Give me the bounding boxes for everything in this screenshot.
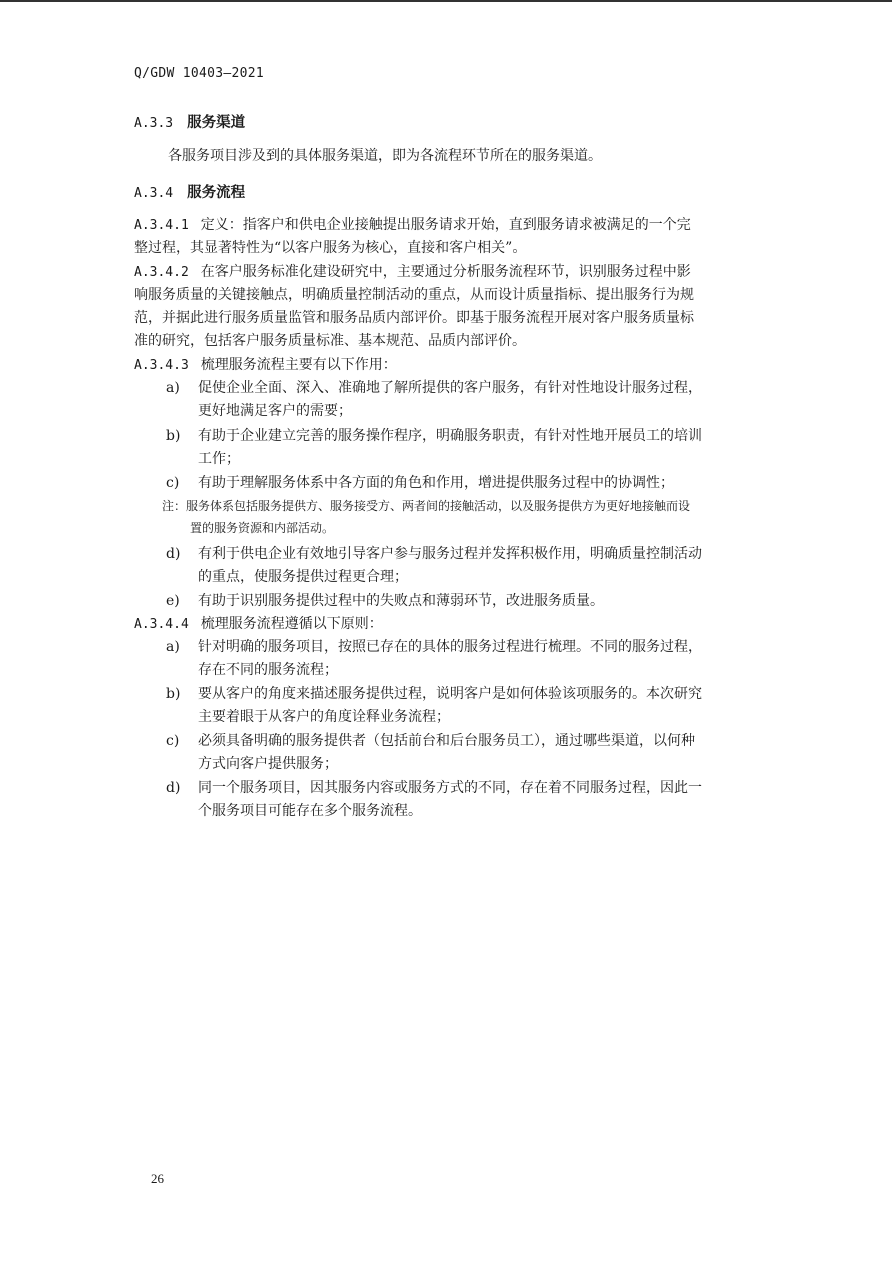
list-item-text: 方式向客户提供服务；: [198, 756, 338, 772]
section-number: A.3.4: [134, 186, 174, 201]
section-title: 服务渠道: [187, 115, 246, 131]
clause-text: 在客户服务标准化建设研究中，主要通过分析服务流程环节，识别服务过程中影: [200, 264, 691, 280]
list-item-text: 同一个服务项目，因其服务内容或服务方式的不同，存在着不同服务过程，因此一: [198, 780, 702, 796]
list-item-text: 更好地满足客户的需要；: [198, 403, 352, 419]
list-item-letter: c): [166, 475, 180, 491]
list-item-letter: b): [166, 428, 181, 444]
clause-text: 梳理服务流程主要有以下作用：: [200, 357, 397, 373]
clause-number: A.3.4.2: [134, 265, 189, 280]
list-item-text: 必须具备明确的服务提供者（包括前台和后台服务员工），通过哪些渠道，以何种: [198, 733, 695, 749]
list-item-text: 的重点，使服务提供过程更合理；: [198, 569, 408, 585]
section-title: 服务流程: [187, 185, 246, 201]
clause-a3342-line2: 响服务质量的关键接触点，明确质量控制活动的重点，从而设计质量指标、提出服务行为规: [134, 287, 694, 303]
clause-number: A.3.4.3: [134, 358, 189, 373]
clause-a3341-line1: [134, 214, 691, 237]
note: [162, 495, 690, 517]
list-item-text: 主要着眼于从客户的角度诠释业务流程；: [198, 709, 450, 725]
clause-text: 定义：指客户和供电企业接触提出服务请求开始，直到服务请求被满足的一个完: [200, 217, 691, 233]
clause-a3341-line2: 整过程，其显著特性为“以客户服务为核心，直接和客户相关”。: [134, 240, 527, 256]
section-heading-a334: [134, 181, 245, 202]
list-item-letter: c): [166, 733, 180, 749]
clause-a3342-line1: [134, 261, 691, 284]
clause-a3344-intro: [134, 613, 383, 636]
list-item-text: 有助于理解服务体系中各方面的角色和作用，增进提供服务过程中的协调性；: [198, 475, 674, 491]
list-item-text: 个服务项目可能存在多个服务流程。: [198, 803, 422, 819]
list-item-letter: d): [166, 546, 181, 562]
list-item-text: 促使企业全面、深入、准确地了解所提供的客户服务，有针对性地设计服务过程，: [198, 380, 702, 396]
clause-a3343-intro: [134, 354, 397, 377]
list-item-text: 针对明确的服务项目，按照已存在的具体的服务过程进行梳理。不同的服务过程，: [198, 639, 702, 655]
list-item-text: 工作；: [198, 451, 240, 467]
list-item-text: 有助于识别服务提供过程中的失败点和薄弱环节，改进服务质量。: [198, 593, 604, 609]
clause-number: A.3.4.4: [134, 617, 189, 632]
list-item-text: 有助于企业建立完善的服务操作程序，明确服务职责，有针对性地开展员工的培训: [198, 428, 702, 444]
list-item-letter: a): [166, 380, 180, 396]
note-label: 注：: [162, 499, 187, 513]
section-heading-a333: [134, 111, 245, 132]
document-id: Q/GDW 10403—2021: [134, 66, 265, 81]
page-number: 26: [151, 1171, 164, 1186]
clause-number: A.3.4.1: [134, 218, 189, 233]
clause-a3342-line4: 准的研究，包括客户服务质量标准、基本规范、品质内部评价。: [134, 333, 526, 349]
clause-text: 梳理服务流程遵循以下原则：: [200, 616, 383, 632]
list-item-letter: b): [166, 686, 181, 702]
top-border-line: [0, 0, 892, 2]
note-text: 服务体系包括服务提供方、服务接受方、两者间的接触活动，以及服务提供方为更好地接触而设: [186, 499, 691, 513]
list-item-letter: e): [166, 593, 180, 609]
list-item-text: 要从客户的角度来描述服务提供过程，说明客户是如何体验该项服务的。本次研究: [198, 686, 702, 702]
list-item-letter: a): [166, 639, 180, 655]
list-item-letter: d): [166, 780, 181, 796]
clause-a3342-line3: 范，并据此进行服务质量监管和服务品质内部评价。即基于服务流程开展对客户服务质量标: [134, 310, 694, 326]
note-text-line2: 置的服务资源和内部活动。: [190, 521, 335, 535]
list-item-text: 有利于供电企业有效地引导客户参与服务过程并发挥积极作用，明确质量控制活动: [198, 546, 702, 562]
section-number: A.3.3: [134, 116, 174, 131]
paragraph-a333: 各服务项目涉及到的具体服务渠道，即为各流程环节所在的服务渠道。: [168, 148, 602, 164]
list-item-text: 存在不同的服务流程；: [198, 662, 338, 678]
